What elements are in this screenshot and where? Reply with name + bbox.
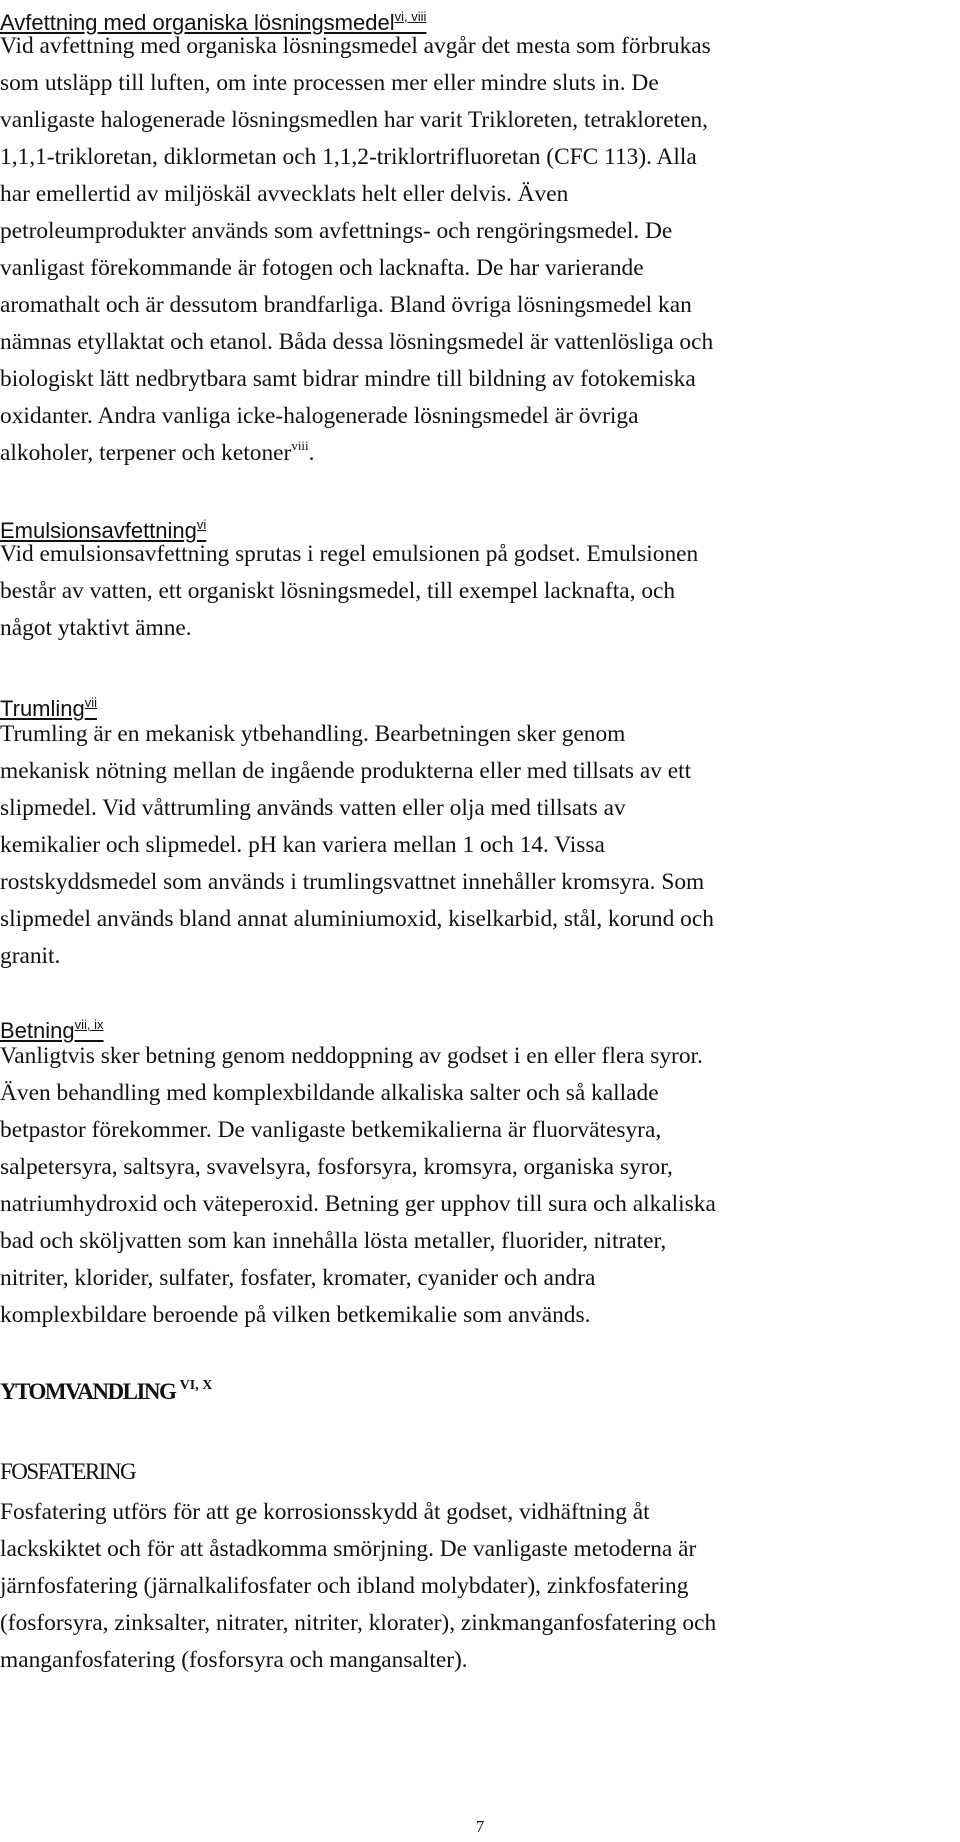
- text-line: lackskiktet och för att åstadkomma smörjning. De vanligaste metoderna är: [0, 1536, 697, 1562]
- footnote-ref: vi: [196, 517, 207, 532]
- footnote-ref: vii: [84, 695, 98, 710]
- text-line: slipmedel används bland annat aluminiumoxid, kiselkarbid, stål, korund och: [0, 906, 714, 932]
- paragraph-fosfatering: [0, 1494, 960, 1679]
- text-line: som utsläpp till luften, om inte processen mer eller mindre sluts in. De: [0, 70, 659, 96]
- text-line: järnfosfatering (järnalkalifosfater och ibland molybdater), zinkfosfatering: [0, 1573, 689, 1599]
- text-line: nitriter, klorider, sulfater, fosfater, kromater, cyanider och andra: [0, 1265, 596, 1291]
- text-line: något ytaktivt ämne.: [0, 615, 192, 641]
- text-line: salpetersyra, saltsyra, svavelsyra, fosforsyra, kromsyra, organiska syror,: [0, 1154, 673, 1180]
- text-line: nämnas etyllaktat och etanol. Båda dessa lösningsmedel är vattenlösliga och: [0, 329, 714, 355]
- footnote-ref: VI, X: [179, 1378, 213, 1393]
- text-line: betpastor förekommer. De vanligaste betkemikalierna är fluorvätesyra,: [0, 1117, 662, 1143]
- text-line-content: alkoholer, terpener och ketoner: [0, 440, 292, 466]
- paragraph-trumling: [0, 716, 960, 975]
- footnote-ref: vi, viii: [394, 9, 427, 24]
- text-line: Vanligtvis sker betning genom neddoppning av godset i en eller flera syror.: [0, 1043, 703, 1069]
- text-line: natriumhydroxid och väteperoxid. Betning ger upphov till sura och alkaliska: [0, 1191, 716, 1217]
- paragraph-organic: [0, 28, 960, 472]
- text-line: kemikalier och slipmedel. pH kan variera mellan 1 och 14. Vissa: [0, 832, 605, 858]
- text-line: 1,1,1-trikloretan, diklormetan och 1,1,2-triklortrifluoretan (CFC 113). Alla: [0, 144, 697, 170]
- paragraph-emulsion: [0, 536, 960, 647]
- section-heading-betning: Betning$^{vii, ix}$: [0, 1017, 104, 1043]
- text-line: [0, 435, 960, 472]
- text-line: mekanisk nötning mellan de ingående produkterna eller med tillsats av ett: [0, 758, 692, 784]
- text-line: har emellertid av miljöskäl avvecklats helt eller delvis. Även: [0, 181, 569, 207]
- text-line: vanligaste halogenerade lösningsmedlen har varit Trikloreten, tetrakloreten,: [0, 107, 709, 133]
- text-line: oxidanter. Andra vanliga icke-halogenerade lösningsmedel är övriga: [0, 403, 639, 429]
- text-line: bad och sköljvatten som kan innehålla lösta metaller, fluorider, nitrater,: [0, 1228, 667, 1254]
- text-line: biologiskt lätt nedbrytbara samt bidrar mindre till bildning av fotokemiska: [0, 366, 696, 392]
- text-line: Fosfatering utförs för att ge korrosionsskydd åt godset, vidhäftning åt: [0, 1499, 650, 1525]
- text-line: Trumling är en mekanisk ytbehandling. Bearbetningen sker genom: [0, 721, 626, 747]
- text-line: Vid emulsionsavfettning sprutas i regel emulsionen på godset. Emulsionen: [0, 541, 699, 567]
- text-line: granit.: [0, 943, 61, 969]
- text-line: (fosforsyra, zinksalter, nitrater, nitriter, klorater), zinkmanganfosfatering och: [0, 1610, 717, 1636]
- text-line: Vid avfettning med organiska lösningsmedel avgår det mesta som förbrukas: [0, 33, 711, 59]
- text-line: vanligast förekommande är fotogen och lacknafta. De har varierande: [0, 255, 644, 281]
- text-line: komplexbildare beroende på vilken betkemikalie som används.: [0, 1302, 591, 1328]
- section-heading-emulsion: Emulsionsavfettning$^{vi}$: [0, 517, 207, 543]
- section-heading-trumling: Trumling$^{vii}$: [0, 695, 98, 721]
- section-heading-organic: Avfettning med organiska lösningsmedel$^{vi, viii}$: [0, 9, 427, 35]
- text-line: aromathalt och är dessutom brandfarliga. Bland övriga lösningsmedel kan: [0, 292, 692, 318]
- text-line: manganfosfatering (fosforsyra och mangansalter).: [0, 1647, 468, 1673]
- footnote-ref: viii: [291, 438, 309, 453]
- section-heading-fosfatering: FOSFATERING: [0, 1459, 136, 1484]
- paragraph-betning: [0, 1038, 960, 1334]
- section-heading-ytomvandling: YTOMVANDLING $^{VI, X}$: [0, 1378, 213, 1404]
- text-line: består av vatten, ett organiskt lösningsmedel, till exempel lacknafta, och: [0, 578, 676, 604]
- text-line-end: .: [308, 440, 315, 466]
- page-number: 7: [475, 1817, 485, 1836]
- footnote-ref: vii, ix: [74, 1017, 104, 1032]
- text-line: slipmedel. Vid våttrumling används vatten eller olja med tillsats av: [0, 795, 626, 821]
- text-line: rostskyddsmedel som används i trumlingsvattnet innehåller kromsyra. Som: [0, 869, 705, 895]
- text-line: Även behandling med komplexbildande alkaliska salter och så kallade: [0, 1080, 659, 1106]
- text-line: petroleumprodukter används som avfettnings- och rengöringsmedel. De: [0, 218, 673, 244]
